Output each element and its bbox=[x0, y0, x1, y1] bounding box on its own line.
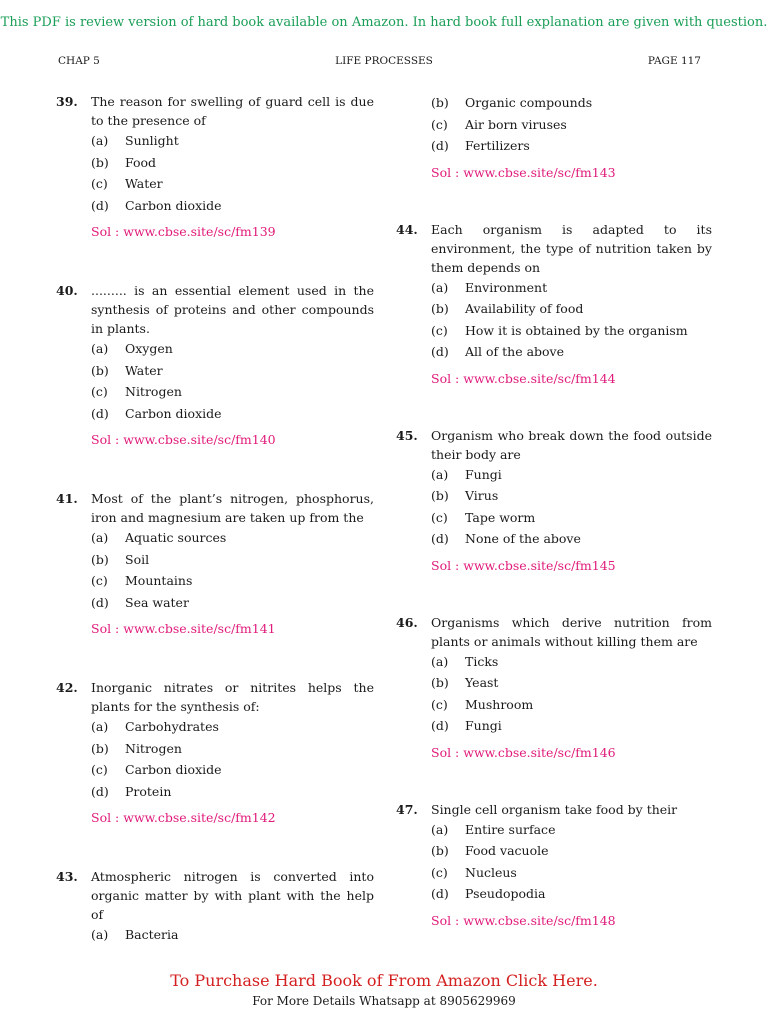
option-label: (d) bbox=[431, 531, 449, 546]
option-a bbox=[431, 651, 712, 673]
chapter-title: LIFE PROCESSES bbox=[335, 55, 433, 67]
option-c bbox=[431, 507, 712, 529]
option-text: Carbon dioxide bbox=[125, 405, 222, 421]
question-number: 40. bbox=[56, 283, 78, 298]
question-text: Inorganic nitrates or nitrites helps the plants for the synthesis of: bbox=[91, 680, 374, 714]
option-text: Ticks bbox=[465, 653, 499, 669]
option-b bbox=[431, 672, 712, 694]
option-label: (d) bbox=[431, 138, 449, 153]
question-text: Organism who break down the food outside their body are bbox=[431, 427, 712, 462]
option-c bbox=[431, 694, 712, 716]
option-text: Oxygen bbox=[125, 341, 173, 356]
option-text: Nucleus bbox=[465, 864, 517, 880]
question-39 bbox=[56, 92, 374, 241]
option-a bbox=[91, 716, 374, 738]
option-label: (b) bbox=[431, 675, 449, 690]
option-text: All of the above bbox=[465, 344, 565, 359]
solution-link[interactable]: Sol : www.cbse.site/sc/fm140 bbox=[91, 432, 276, 447]
option-label: (a) bbox=[431, 466, 449, 482]
option-a bbox=[431, 277, 712, 299]
question-41 bbox=[56, 489, 374, 638]
option-text: None of the above bbox=[465, 531, 581, 546]
option-label: (c) bbox=[431, 116, 448, 132]
solution-link[interactable]: Sol : www.cbse.site/sc/fm141 bbox=[91, 621, 276, 636]
option-text: Virus bbox=[465, 488, 499, 503]
question-number: 39. bbox=[56, 94, 78, 109]
option-label: (a) bbox=[431, 653, 449, 669]
option-list bbox=[431, 92, 712, 157]
solution-link[interactable]: Sol : www.cbse.site/sc/fm148 bbox=[431, 912, 616, 928]
option-c bbox=[91, 570, 374, 592]
review-notice: This PDF is review version of hard book available on Amazon. In hard book full explanation are given with question. bbox=[0, 15, 768, 30]
option-b bbox=[91, 360, 374, 382]
question-text: Each organism is adapted to its environment, the type of nutrition taken by them depends on bbox=[431, 221, 712, 275]
option-label: (b) bbox=[431, 488, 449, 503]
option-text: Availability of food bbox=[465, 301, 584, 316]
option-d bbox=[91, 781, 374, 803]
option-text: Water bbox=[125, 176, 163, 191]
option-label: (c) bbox=[431, 696, 448, 712]
option-d bbox=[91, 403, 374, 425]
option-c bbox=[431, 320, 712, 342]
option-list bbox=[431, 651, 712, 737]
option-text: Food bbox=[125, 154, 157, 170]
option-text: Entire surface bbox=[465, 821, 556, 837]
right-column bbox=[396, 92, 712, 930]
purchase-link[interactable]: To Purchase Hard Book of From Amazon Click Here. bbox=[170, 971, 598, 990]
option-text: Tape worm bbox=[465, 509, 536, 525]
question-number: 42. bbox=[56, 680, 78, 695]
option-d bbox=[91, 195, 374, 217]
option-text: Pseudopodia bbox=[465, 886, 546, 901]
question-47 bbox=[396, 800, 712, 930]
option-label: (b) bbox=[91, 740, 109, 756]
option-text: Nitrogen bbox=[125, 740, 182, 756]
option-list bbox=[91, 924, 374, 946]
option-label: (a) bbox=[91, 719, 109, 734]
option-a bbox=[431, 464, 712, 486]
option-text: Carbohydrates bbox=[125, 719, 219, 734]
option-label: (c) bbox=[91, 573, 108, 588]
option-label: (c) bbox=[91, 384, 108, 399]
question-number: 43. bbox=[56, 869, 78, 884]
option-list bbox=[431, 819, 712, 905]
solution-link[interactable]: Sol : www.cbse.site/sc/fm145 bbox=[431, 557, 616, 573]
question-number: 45. bbox=[396, 427, 418, 443]
option-c bbox=[91, 381, 374, 403]
option-text: Food vacuole bbox=[465, 843, 549, 858]
solution-link[interactable]: Sol : www.cbse.site/sc/fm142 bbox=[91, 810, 276, 825]
option-b bbox=[431, 92, 712, 114]
option-d bbox=[431, 528, 712, 550]
option-label: (d) bbox=[91, 594, 109, 610]
option-label: (b) bbox=[431, 301, 449, 316]
option-text: Fertilizers bbox=[465, 138, 530, 153]
solution-link[interactable]: Sol : www.cbse.site/sc/fm143 bbox=[431, 164, 616, 180]
option-text: Carbon dioxide bbox=[125, 762, 222, 777]
option-label: (c) bbox=[431, 509, 448, 525]
option-text: Aquatic sources bbox=[125, 530, 227, 545]
option-label: (a) bbox=[91, 927, 109, 942]
question-text: Organisms which derive nutrition from plants or animals without killing them are bbox=[431, 614, 712, 649]
option-a bbox=[91, 527, 374, 549]
option-label: (d) bbox=[431, 886, 449, 901]
option-b bbox=[431, 840, 712, 862]
option-text: Nitrogen bbox=[125, 384, 182, 399]
option-text: Environment bbox=[465, 279, 548, 295]
option-c bbox=[91, 173, 374, 195]
option-c bbox=[431, 862, 712, 884]
question-text: The reason for swelling of guard cell is due to the presence of bbox=[91, 94, 374, 128]
option-text: Bacteria bbox=[125, 927, 179, 942]
option-b bbox=[431, 298, 712, 320]
option-list bbox=[91, 130, 374, 216]
option-label: (d) bbox=[91, 197, 109, 213]
option-d bbox=[431, 135, 712, 157]
option-text: Mushroom bbox=[465, 696, 534, 712]
option-a bbox=[431, 819, 712, 841]
option-label: (a) bbox=[91, 530, 109, 545]
solution-link[interactable]: Sol : www.cbse.site/sc/fm139 bbox=[91, 224, 276, 239]
option-label: (a) bbox=[431, 821, 449, 837]
option-text: How it is obtained by the organism bbox=[465, 322, 688, 338]
option-d bbox=[431, 883, 712, 905]
option-label: (b) bbox=[91, 362, 109, 378]
option-b bbox=[91, 549, 374, 571]
question-45 bbox=[396, 426, 712, 575]
option-label: (c) bbox=[91, 176, 108, 191]
question-number: 41. bbox=[56, 491, 78, 506]
question-text: Most of the plant’s nitrogen, phosphorus, iron and magnesium are taken up from the bbox=[91, 491, 374, 525]
option-label: (d) bbox=[431, 718, 449, 733]
option-list bbox=[91, 716, 374, 802]
option-label: (c) bbox=[91, 762, 108, 777]
solution-link[interactable]: Sol : www.cbse.site/sc/fm146 bbox=[431, 744, 616, 760]
option-text: Air born viruses bbox=[465, 116, 567, 132]
option-text: Carbon dioxide bbox=[125, 197, 222, 213]
option-label: (b) bbox=[431, 95, 449, 110]
question-number: 44. bbox=[396, 221, 418, 237]
option-b bbox=[91, 152, 374, 174]
solution-link[interactable]: Sol : www.cbse.site/sc/fm144 bbox=[431, 370, 616, 386]
option-label: (d) bbox=[91, 783, 109, 799]
option-label: (b) bbox=[431, 843, 449, 858]
question-44 bbox=[396, 220, 712, 388]
question-40 bbox=[56, 281, 374, 449]
page-number: PAGE 117 bbox=[647, 55, 701, 67]
option-label: (a) bbox=[91, 341, 109, 356]
option-b bbox=[91, 738, 374, 760]
question-43-continued bbox=[396, 92, 712, 182]
question-46 bbox=[396, 613, 712, 762]
option-text: Fungi bbox=[465, 718, 502, 733]
option-label: (a) bbox=[91, 133, 109, 148]
question-text: ......... is an essential element used in the synthesis of proteins and other compounds in plants. bbox=[91, 283, 374, 336]
option-text: Water bbox=[125, 362, 163, 378]
option-text: Yeast bbox=[465, 675, 499, 690]
option-label: (a) bbox=[431, 279, 449, 295]
option-text: Sea water bbox=[125, 594, 189, 610]
left-column bbox=[56, 92, 374, 946]
option-d bbox=[431, 715, 712, 737]
option-list bbox=[91, 527, 374, 613]
option-a bbox=[91, 924, 374, 946]
option-label: (d) bbox=[431, 344, 449, 359]
option-list bbox=[91, 338, 374, 424]
option-label: (c) bbox=[431, 322, 448, 338]
option-text: Organic compounds bbox=[465, 95, 593, 110]
option-b bbox=[431, 485, 712, 507]
option-label: (b) bbox=[91, 154, 109, 170]
option-text: Protein bbox=[125, 783, 172, 799]
option-list bbox=[431, 277, 712, 363]
question-text: Single cell organism take food by their bbox=[431, 801, 678, 817]
question-number: 46. bbox=[396, 614, 418, 630]
option-label: (d) bbox=[91, 405, 109, 421]
option-text: Sunlight bbox=[125, 133, 179, 148]
question-text: Atmospheric nitrogen is converted into organic matter by with plant with the help of bbox=[91, 869, 374, 922]
contact-info: For More Details Whatsapp at 8905629969 bbox=[252, 994, 516, 1008]
question-number: 47. bbox=[396, 801, 418, 817]
option-c bbox=[91, 759, 374, 781]
option-list bbox=[431, 464, 712, 550]
option-a bbox=[91, 130, 374, 152]
chapter-label: CHAP 5 bbox=[58, 55, 100, 67]
question-43 bbox=[56, 867, 374, 946]
option-d bbox=[431, 341, 712, 363]
option-c bbox=[431, 114, 712, 136]
option-label: (b) bbox=[91, 551, 109, 567]
option-text: Soil bbox=[125, 551, 150, 567]
option-a bbox=[91, 338, 374, 360]
option-text: Fungi bbox=[465, 466, 502, 482]
question-42 bbox=[56, 678, 374, 827]
option-label: (c) bbox=[431, 864, 448, 880]
option-text: Mountains bbox=[125, 573, 193, 588]
option-d bbox=[91, 592, 374, 614]
